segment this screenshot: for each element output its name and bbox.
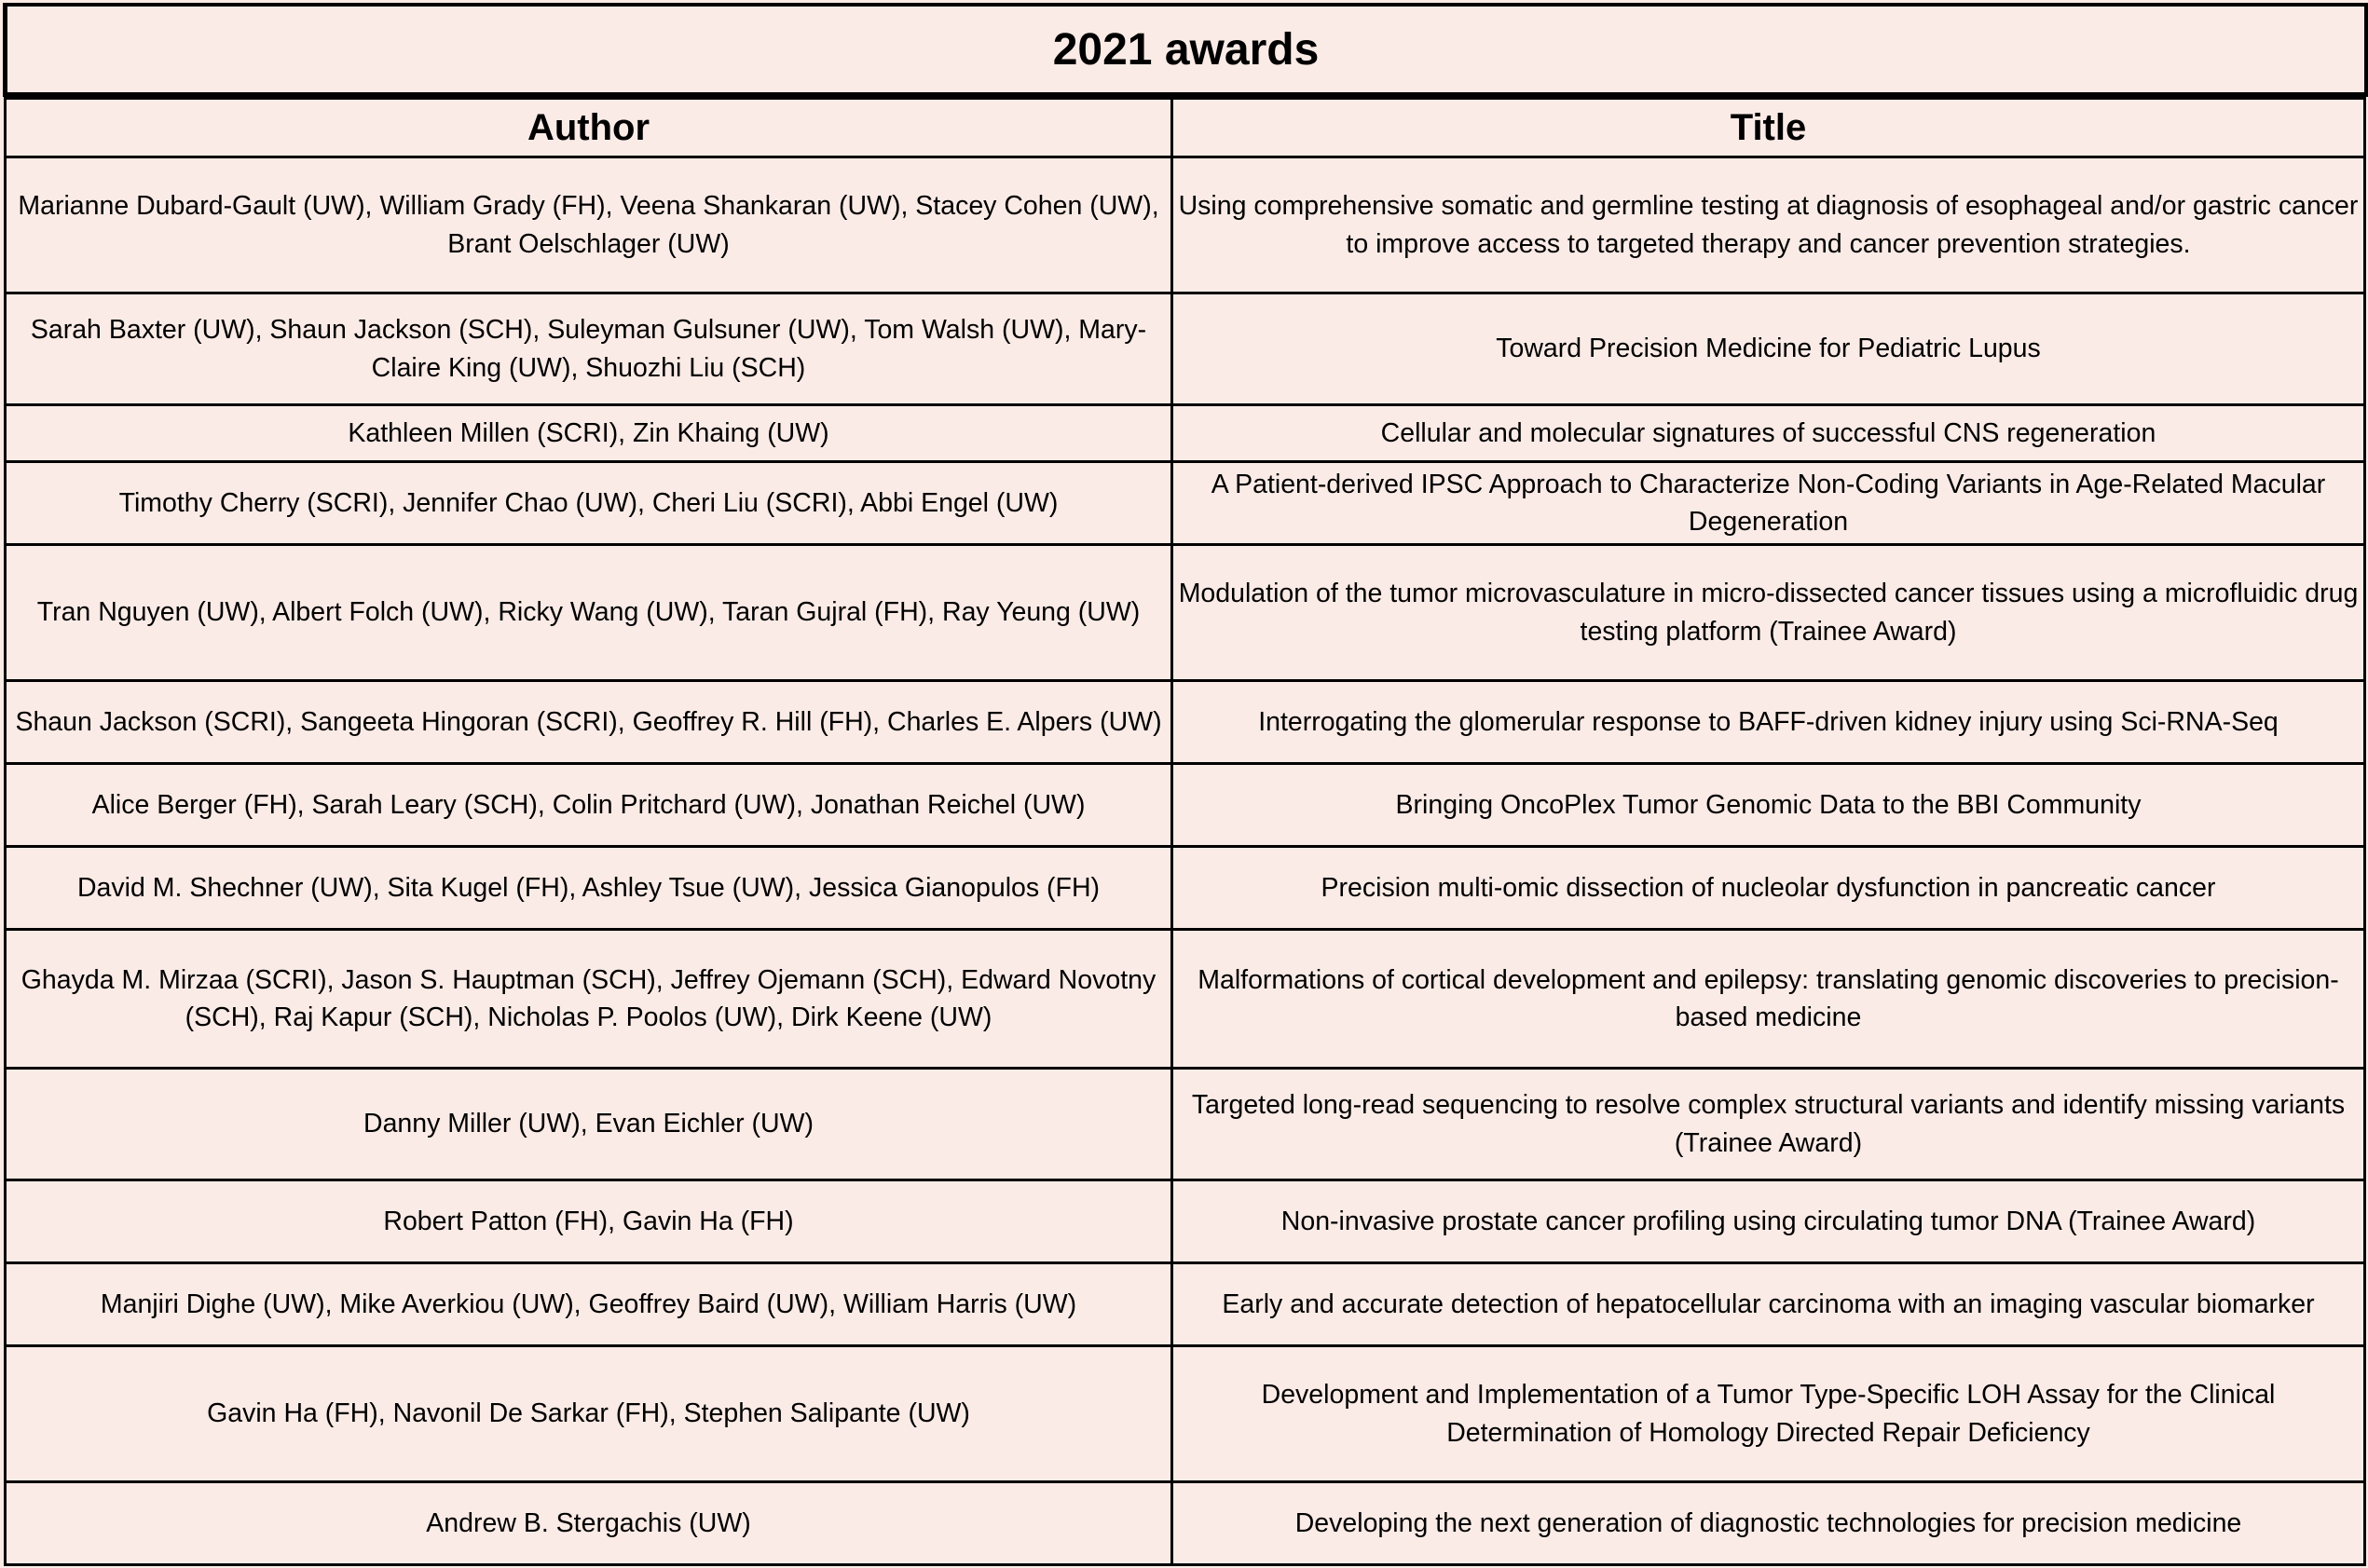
author-cell: Marianne Dubard-Gault (UW), William Grady (FH), Veena Shankaran (UW), Stacey Cohen (UW), Brant Oelschlager (UW) <box>6 157 1172 293</box>
author-cell: Tran Nguyen (UW), Albert Folch (UW), Ricky Wang (UW), Taran Gujral (FH), Ray Yeung (UW) <box>6 545 1172 681</box>
table-row <box>6 930 2365 1069</box>
author-cell: Kathleen Millen (SCRI), Zin Khaing (UW) <box>6 405 1172 462</box>
author-column-header: Author <box>6 99 1172 157</box>
author-cell: Alice Berger (FH), Sarah Leary (SCH), Colin Pritchard (UW), Jonathan Reichel (UW) <box>6 764 1172 847</box>
title-cell: Early and accurate detection of hepatocellular carcinoma with an imaging vascular biomarker <box>1172 1263 2365 1346</box>
author-cell: Robert Patton (FH), Gavin Ha (FH) <box>6 1180 1172 1263</box>
author-cell: Manjiri Dighe (UW), Mike Averkiou (UW), Geoffrey Baird (UW), William Harris (UW) <box>6 1263 1172 1346</box>
title-cell: A Patient-derived IPSC Approach to Characterize Non-Coding Variants in Age-Related Macular Degeneration <box>1172 462 2365 545</box>
title-cell: Malformations of cortical development and epilepsy: translating genomic discoveries to precision-based medicine <box>1172 930 2365 1069</box>
title-cell: Non-invasive prostate cancer profiling using circulating tumor DNA (Trainee Award) <box>1172 1180 2365 1263</box>
awards-table <box>4 97 2366 1566</box>
author-cell: David M. Shechner (UW), Sita Kugel (FH), Ashley Tsue (UW), Jessica Gianopulos (FH) <box>6 847 1172 930</box>
author-cell: Sarah Baxter (UW), Shaun Jackson (SCH), Suleyman Gulsuner (UW), Tom Walsh (UW), Mary-Claire King (UW), Shuozhi Liu (SCH) <box>6 293 1172 405</box>
title-cell: Targeted long-read sequencing to resolve complex structural variants and identify missing variants (Trainee Award) <box>1172 1069 2365 1180</box>
table-row <box>6 405 2365 462</box>
author-cell: Gavin Ha (FH), Navonil De Sarkar (FH), Stephen Salipante (UW) <box>6 1346 1172 1482</box>
title-cell: Toward Precision Medicine for Pediatric Lupus <box>1172 293 2365 405</box>
author-cell: Shaun Jackson (SCRI), Sangeeta Hingoran (SCRI), Geoffrey R. Hill (FH), Charles E. Alpers (UW) <box>6 681 1172 764</box>
table-title: 2021 awards <box>3 3 2368 97</box>
author-cell: Danny Miller (UW), Evan Eichler (UW) <box>6 1069 1172 1180</box>
table-row <box>6 545 2365 681</box>
table-row <box>6 1069 2365 1180</box>
table-row <box>6 462 2365 545</box>
title-column-header: Title <box>1172 99 2365 157</box>
title-cell: Bringing OncoPlex Tumor Genomic Data to the BBI Community <box>1172 764 2365 847</box>
author-cell: Andrew B. Stergachis (UW) <box>6 1482 1172 1565</box>
table-row <box>6 1346 2365 1482</box>
header-row <box>6 99 2365 157</box>
table-row <box>6 157 2365 293</box>
table-row <box>6 1263 2365 1346</box>
title-cell: Precision multi-omic dissection of nucleolar dysfunction in pancreatic cancer <box>1172 847 2365 930</box>
title-cell: Development and Implementation of a Tumor Type-Specific LOH Assay for the Clinical Determination of Homology Directed Repair Deficiency <box>1172 1346 2365 1482</box>
table-row <box>6 764 2365 847</box>
title-cell: Interrogating the glomerular response to BAFF-driven kidney injury using Sci-RNA-Seq <box>1172 681 2365 764</box>
table-row <box>6 681 2365 764</box>
table-row <box>6 1482 2365 1565</box>
title-cell: Developing the next generation of diagnostic technologies for precision medicine <box>1172 1482 2365 1565</box>
title-cell: Using comprehensive somatic and germline testing at diagnosis of esophageal and/or gastric cancer to improve access to targeted therapy and cancer prevention strategies. <box>1172 157 2365 293</box>
table-row <box>6 1180 2365 1263</box>
table-row <box>6 847 2365 930</box>
author-cell: Ghayda M. Mirzaa (SCRI), Jason S. Hauptman (SCH), Jeffrey Ojemann (SCH), Edward Novotny (SCH), Raj Kapur (SCH), Nicholas P. Poolos (UW), Dirk Keene (UW) <box>6 930 1172 1069</box>
table-row <box>6 293 2365 405</box>
title-cell: Modulation of the tumor microvasculature in micro-dissected cancer tissues using a microfluidic drug testing platform (Trainee Award) <box>1172 545 2365 681</box>
title-cell: Cellular and molecular signatures of successful CNS regeneration <box>1172 405 2365 462</box>
author-cell: Timothy Cherry (SCRI), Jennifer Chao (UW), Cheri Liu (SCRI), Abbi Engel (UW) <box>6 462 1172 545</box>
